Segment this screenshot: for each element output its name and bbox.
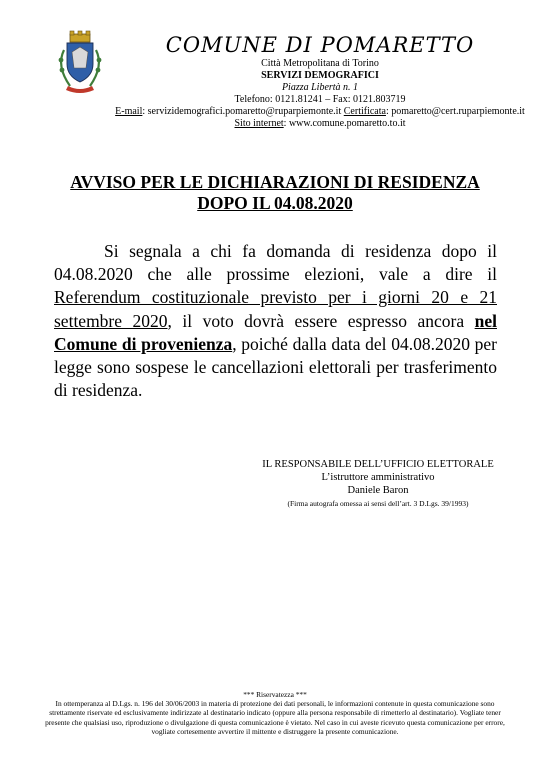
signature-note: (Firma autografa omessa ai sensi dell’art. 3 D.Lgs. 39/1993) (287, 499, 469, 508)
letterhead (110, 32, 530, 130)
body-text-1: Si segnala a chi fa domanda di residenza dopo il 04.08.2020 che alle prossime elezioni, vale a dire il (54, 241, 497, 285)
metropolitan-city: Città Metropolitana di Torino (261, 58, 379, 69)
website-line (110, 118, 530, 130)
website-value[interactable]: : www.comune.pomaretto.to.it (283, 118, 406, 129)
footer-text: In ottemperanza al D.Lgs. n. 196 del 30/06/2003 in materia di protezione dei dati personali, le informazioni contenute in questa comunicazione sono strettamente riservate ed esclusivamente indirizzate al destinatario indicato (oppure alla persona responsabile di rimetterlo al destinatario). Vogliate tener presente che qualsiasi uso, riproduzione o divulgazione di questa comunicazione è vietato. Nel caso in cui aveste ricevuto questa comunicazione per errore, vogliate cortesemente avvertire il mittente e distruggere la presente comunicazione. (45, 699, 505, 736)
address: Piazza Libertà n. 1 (281, 82, 359, 93)
referendum-text: Referendum costituzionale previsto per i giorni 20 e 21 settembre 2020 (54, 287, 497, 331)
footer-heading: *** Riservatezza *** (243, 690, 307, 699)
cert-label: Certificata (343, 106, 386, 117)
email-line (110, 106, 530, 118)
notice-title (40, 172, 510, 214)
municipal-crest-icon (52, 30, 108, 96)
email-label: E-mail (115, 106, 143, 117)
title-line-1: AVVISO PER LE DICHIARAZIONI DI RESIDENZA (70, 172, 480, 192)
email-value[interactable]: : servizidemografici.pomaretto@ruparpiemonte.it (142, 106, 342, 117)
body-text-3: , il voto dovrà essere espresso ancora (167, 310, 475, 331)
signature-block (258, 458, 498, 510)
cert-value[interactable]: : pomaretto@cert.ruparpiemonte.it (385, 106, 525, 117)
department-name: SERVIZI DEMOGRAFICI (261, 70, 379, 81)
municipality-name: COMUNE DI POMARETTO (165, 33, 475, 57)
signature-title: L’istruttore amministrativo (321, 472, 435, 483)
website-label: Sito internet (234, 118, 284, 129)
privacy-footer (40, 690, 510, 736)
comune-provenienza-text: nel Comune di provenienza (54, 310, 497, 354)
phone-fax: Telefono: 0121.81241 – Fax: 0121.803719 (234, 94, 406, 105)
body-text-5: , poiché dalla data del 04.08.2020 per legge sono sospese le cancellazioni elettorali per trasferimento di residenza. (54, 333, 497, 401)
signature-role: IL RESPONSABILE DELL’UFFICIO ELETTORALE (262, 459, 494, 470)
notice-body (54, 240, 497, 402)
body-paragraph (54, 240, 497, 402)
title-line-2: DOPO IL 04.08.2020 (197, 193, 353, 213)
signature-name: Daniele Baron (347, 485, 409, 496)
